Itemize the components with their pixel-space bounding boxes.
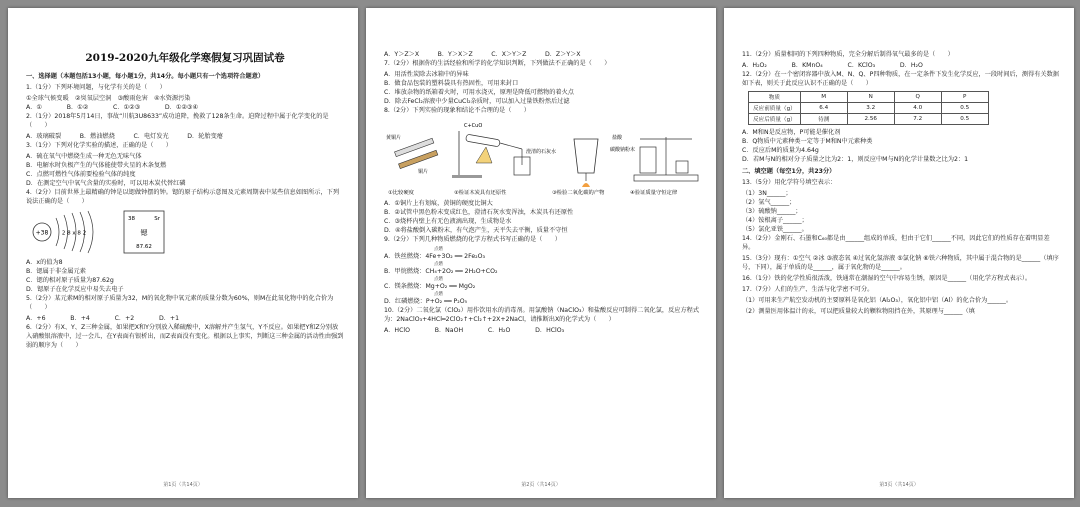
question-7-option-d: D．除去FeCl₂溶液中少量CuCl₂杂质时，可以加入过量铁粉然后过滤 [384,98,570,105]
exam-title: 2019-2020九年级化学寒假复习巩固试卷 [85,52,285,64]
table-cell: N [847,92,894,103]
question-8-option-a: A．①铜片上有划痕，黄铜的硬度比铜大 [384,200,493,207]
table-cell: 6.4 [800,103,847,114]
table-cell: 2.56 [847,114,894,125]
question-5: 5.（2分）某元素M的相对原子质量为32，M的氧化物中氧元素的质量分数为60%，则M在此氧化物中的化合价为（ ） [26,295,334,311]
question-13-part-2: （2）氩气______； [742,199,796,206]
question-3-option-c: C．点燃可燃性气体前要检验气体的纯度 [26,171,136,178]
question-2-options: A．玻璃破裂 B．燃油燃烧 C．电灯发光 D．轮胎变瘪 [26,133,223,140]
table-cell: 3.2 [847,103,894,114]
document-page-2 [366,8,716,498]
document-page-1 [8,8,358,498]
question-7-option-c: C．堆放杂物的纸箱着火时，可用水浇灭，原理是降低可燃物的着火点 [384,89,574,96]
question-13-part-3: （3）硫酸钠______； [742,208,802,215]
table-row [749,92,989,103]
section-heading: 一、选择题（本题包括13小题，每小题1分，共14分。每小题只有一个选项符合题意） [26,73,265,80]
caption-combustion: ③检验二氧化碳的产物 [552,190,605,196]
caption-hardness: ①比较硬度 [388,190,414,196]
page-footer: 第2页（共14页） [521,482,561,488]
question-12-option-d: D．若M与N的相对分子质量之比为2：1，则反应中M与N的化学计量数之比为2：1 [742,156,969,163]
question-4-option-a: A．x的值为8 [26,259,63,266]
section-heading: 二、填空题（每空1分，共23分） [742,168,836,175]
table-cell: P [941,92,988,103]
question-4: 4.（2分）目前世界上最精确的钟是以锶做钟摆的钟。锶的原子结构示意图及元素周期表中某些信息如图所示，下列说法正确的是（ ） [26,189,340,205]
question-7-option-b: B．做食品包装的塑料袋具有热固性，可用来封口 [384,80,519,87]
question-12-option-a: A．M和N是反应物，P可能是催化剂 [742,129,841,136]
question-13-part-4: （4）铵根离子______； [742,217,808,224]
question-14: 14.（2分）金刚石、石墨和C₆₀都是由______组成的单质，但由于它们______不同，因此它们的性质存在着明显差异。 [742,235,1050,251]
question-6: 6.（2分）有X、Y、Z三种金属，如果把X和Y分别放入稀硫酸中，X溶解并产生氢气，Y不反应。如果把Y和Z分别放入硝酸银溶液中，过一会儿，在Y表面有银析出，而Z表面没有变化。根据以上事实，判断这三种金属的活动性由强到弱的顺序为（ ） [26,324,344,349]
question-10-options: A．HClO B．NaOH C．H₂O D．HClO₃ [384,327,565,334]
question-6-options: A．Y＞Z＞X B．Y＞X＞Z C．X＞Y＞Z D．Z＞Y＞X [384,51,581,58]
caption-mass-conservation: ④验证质量守恒定律 [630,190,678,196]
question-13: 13.（5分）用化学符号填空表示： [742,179,837,186]
element-symbol: Sr [154,216,160,222]
question-12-option-c: C．反应后M的质量为4.64g [742,147,819,154]
question-13-part-1: （1）3N______； [742,190,792,197]
question-17: 17.（7分）人们的生产、生活与化学密不可分。 [742,286,874,293]
electron-shells-label: 2 8 x 8 2 [61,230,87,237]
question-8-option-d: D．④将盐酸倒入碳粉末，有气泡产生，天平失去平衡，质量不守恒 [384,227,568,234]
reaction-condition: 点燃 [434,262,443,267]
question-9: 9.（2分）下列几种物质燃烧的化学方程式书写正确的是（ ） [384,236,561,243]
question-1-items: ①全球气候变暖 ②臭氧层空洞 ③酸雨危害 ④水资源污染 [26,95,191,102]
question-1: 1.（1分）下列环境问题，与化学有关的是（ ） [26,84,166,91]
question-10: 10.（2分）二氧化氯（ClO₂）用作饮用水的消毒剂。用氯酸钠（NaClO₃）和盐酸反应可制得二氧化氯，反应方程式为：2NaClO₃+4HCl═2ClO₂↑+Cl₂↑+2X+2NaCl，请推断出X的化学式为（ ） [384,307,700,323]
question-16: 16.（1分）铁的化学性质很活泼，铁通常在潮湿的空气中容易生锈，原因是______（用化学方程式表示）。 [742,275,1032,282]
question-8-option-c: C．③烧杯内壁上有无色液滴出现，生成物是水 [384,218,512,225]
question-12-option-b: B．Q物质中元素种类一定等于M和N中元素种类 [742,138,873,145]
table-cell: Q [894,92,941,103]
document-page-3 [724,8,1074,498]
caption-reduction: ②检证木炭具有还原性 [454,190,507,196]
page-footer: 第3页（共14页） [879,482,919,488]
question-11-options: A．H₂O₂ B．KMnO₄ C．KClO₃ D．H₂O [742,62,923,69]
table-cell: 4.0 [894,103,941,114]
question-5-options: A．+6 B．+4 C．+2 D．+1 [26,315,180,322]
question-9-option-b: B．甲烷燃烧：CH₄+2O₂ ══ 2H₂O+CO₂ [384,268,498,275]
reaction-condition: 点燃 [434,277,443,282]
table-cell: 7.2 [894,114,941,125]
question-4-option-b: B．锶属于非金属元素 [26,268,86,275]
question-7: 7.（2分）根据你的生活经验和所学的化学知识判断，下列做法不正确的是（ ） [384,60,611,67]
figure-label-brass: 黄铜片 [386,135,402,141]
question-3-option-a: A．硫在氧气中燃烧生成一种无色无味气体 [26,153,142,160]
question-3-option-d: D．在测定空气中氧气含量的实验时，可以用木炭代替红磷 [26,180,186,187]
experiment-figure [384,117,702,197]
question-3-option-b: B．电解水时负极产生的气体能使带火星的木条复燃 [26,162,167,169]
figure-label-sodium-carbonate: 碳酸钠粉末 [610,147,636,153]
table-cell: 物质 [749,92,801,103]
question-12: 12.（2分）在一个密闭容器中放入M、N、Q、P四种物质，在一定条件下发生化学反应，一段时间后，测得有关数据如下表，则关于此反应认识不正确的是（ ） [742,71,1059,87]
question-2: 2.（1分）2018年5月14日，事故“川航3U8633”成功迫降，挽救了128条生命。迫降过程中属于化学变化的是（ ） [26,113,329,129]
question-7-option-a: A．用活性炭除去冰箱中的异味 [384,71,469,78]
nucleus-label: +38 [35,229,49,237]
question-9-option-a: A．铁丝燃烧：4Fe+3O₂ ══ 2Fe₂O₃ [384,253,485,260]
question-4-option-d: D．锶原子在化学反应中易失去电子 [26,286,124,293]
data-table [748,91,989,125]
question-4-option-c: C．锶的相对原子质量为87.62g [26,277,114,284]
table-row [749,103,989,114]
question-17-part-1: （1）可用来生产航空发动机的主要原料是氧化铝（Al₂O₃），氧化铝中铝（Al）的化合价为______。 [742,297,1013,304]
question-9-option-d: D．红磷燃烧：P+O₂ ══ P₂O₅ [384,298,468,305]
table-cell: 0.5 [941,103,988,114]
table-cell: M [800,92,847,103]
reaction-condition: 点燃 [434,292,443,297]
atomic-number: 38 [128,216,135,222]
table-cell: 待测 [800,114,847,125]
table-row [749,114,989,125]
question-8: 8.（2分）下列实验的现象和结论不合理的是（ ） [384,107,530,114]
question-15: 15.（3分）现有：①空气 ②冰 ③液态氧 ④过氧化氢溶液 ⑤氯化钠 ⑥铁六种物质，其中属于混合物的是______（填序号，下同），属于单质的是______，属于氧化物的是______。 [742,255,1059,271]
element-name: 锶 [140,229,148,237]
figure-label-limewater: 澄清的石灰水 [526,149,557,155]
page-footer: 第1页（共14页） [163,482,203,488]
table-cell: 反应前质量（g） [749,103,801,114]
question-17-part-2: （2）测量医用体温计的汞，可以把质量较大的颗粒物阻挡在外，其原理与______（填 [742,308,975,315]
question-9-option-c: C．镁条燃烧：Mg+O₂ ══ MgO₂ [384,283,476,290]
atom-structure-figure [26,208,176,256]
figure-label-reactants: C+CuO [464,123,483,129]
reaction-condition: 点燃 [434,247,443,252]
table-cell: 0.5 [941,114,988,125]
question-13-part-5: （5）氯化亚铁______。 [742,226,808,233]
table-cell: 反应后质量（g） [749,114,801,125]
question-1-options: A．① B．①② C．①②③ D．①②③④ [26,104,199,111]
question-3: 3.（1分）下列对化学实验的描述，正确的是（ ） [26,142,172,149]
figure-label-acid: 盐酸 [612,135,623,141]
question-11: 11.（2分）质量相同的下列四种物质，完全分解后制得氧气最多的是（ ） [742,51,954,58]
figure-label-copper: 铜片 [418,169,429,175]
atomic-mass: 87.62 [136,244,152,250]
question-8-option-b: B．②试管中黑色粉末变成红色，澄清石灰水变浑浊，木炭具有还原性 [384,209,574,216]
